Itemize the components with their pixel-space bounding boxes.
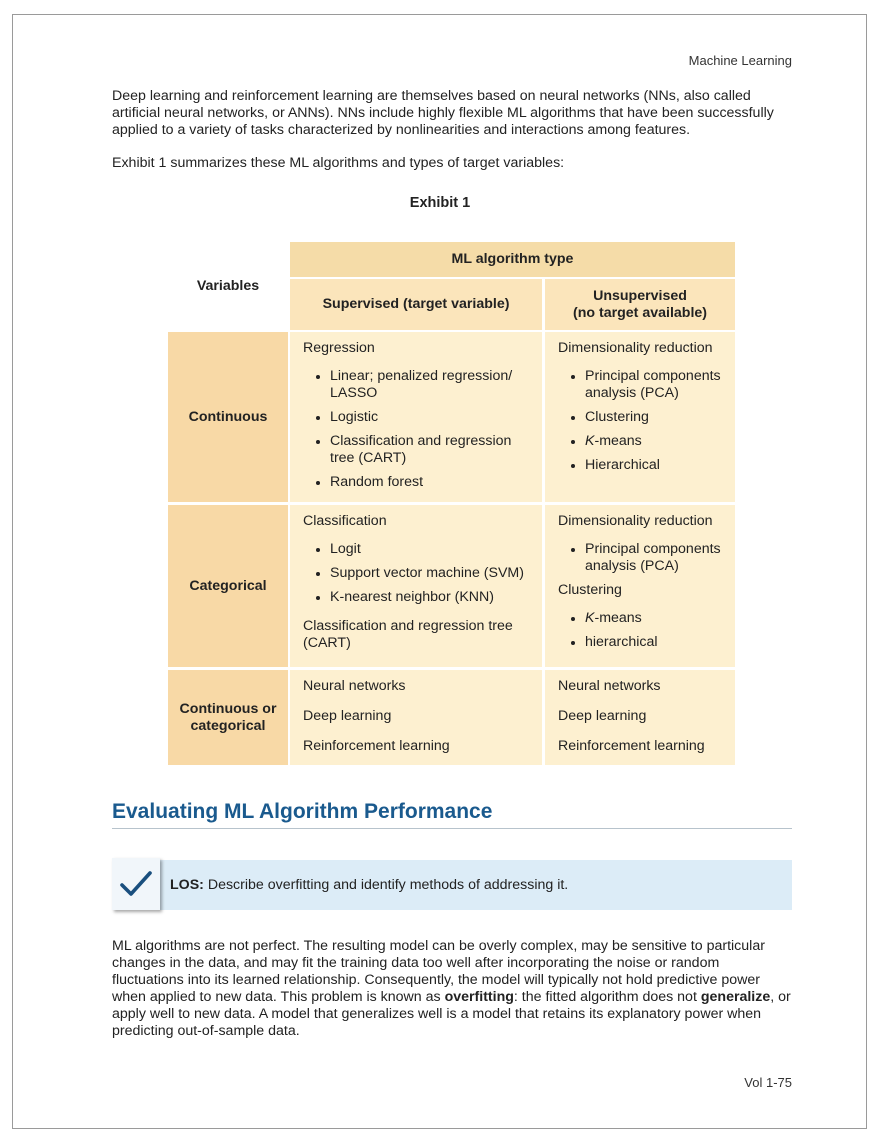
continuous-supervised-cell — [290, 332, 542, 502]
mixed-supervised-cell — [290, 670, 542, 765]
list-item: • Support vector machine (SVM) — [330, 565, 530, 582]
list-item: • Principal components analysis (PCA) — [585, 368, 723, 402]
cell-line: Deep learning — [303, 708, 392, 724]
categorical-supervised-cell — [290, 505, 542, 667]
algorithm-list — [558, 541, 723, 575]
intro-paragraph-1: Deep learning and reinforcement learning are themselves based on neural networks (NNs, also called artificial neural networks, or ANNs). NNs include highly flexible ML algorithms that have been successfully applied to a variety of tasks characterized by nonlinearities and interactions among features. — [112, 88, 774, 138]
term-overfitting: overfitting — [444, 989, 514, 1005]
cell-heading: Regression — [303, 340, 375, 356]
exhibit-title: Exhibit 1 — [409, 195, 471, 211]
cell-line: Neural networks — [558, 678, 661, 694]
list-item: • Random forest — [330, 474, 530, 491]
categorical-unsupervised-cell — [545, 505, 735, 667]
list-item: • Classification and regression tree (CART) — [330, 433, 530, 467]
intro-paragraph-2: Exhibit 1 summarizes these ML algorithms and types of target variables: — [112, 155, 565, 171]
list-item: • Clustering — [585, 409, 723, 426]
page-number: Vol 1-75 — [744, 1075, 792, 1090]
variables-header: Variables — [196, 277, 260, 294]
unsupervised-header: Unsupervised (no target available) — [545, 279, 735, 330]
list-item: • Hierarchical — [585, 457, 723, 474]
checkmark-icon — [112, 858, 160, 910]
list-item: • K-means — [585, 433, 723, 450]
list-item: • Linear; penalized regression/ LASSO — [330, 368, 530, 402]
list-item: • K-means — [585, 610, 723, 627]
list-item: • K-nearest neighbor (KNN) — [330, 589, 530, 606]
section-title: Evaluating ML Algorithm Performance — [112, 800, 493, 823]
list-item: • hierarchical — [585, 634, 723, 651]
section-body-paragraph: ML algorithms are not perfect. The resulting model can be overly complex, may be sensitive to particular changes in the data, and may fit the training data too well after incorporating the noise or random fluctuations into its learned relationship. Consequently, the model will typically not hold predictive power when applied to new data. This problem is known as overfitting: the fitted algorithm does not generalize, or apply well to new data. A model that generalizes well is a model that retains its explanatory power when predicting out-of-sample data. — [112, 938, 791, 1039]
cell-heading: Dimensionality reduction — [558, 340, 713, 356]
algorithm-list — [303, 368, 530, 491]
algorithm-type-header: ML algorithm type — [290, 242, 735, 277]
row-label-categorical: Categorical — [168, 505, 288, 667]
cell-heading: Dimensionality reduction — [558, 513, 713, 529]
list-item: • Principal components analysis (PCA) — [585, 541, 723, 575]
list-item: • Logistic — [330, 409, 530, 426]
cell-line: Deep learning — [558, 708, 647, 724]
mixed-unsupervised-cell — [545, 670, 735, 765]
algorithm-list — [558, 368, 723, 474]
algorithm-list — [558, 610, 723, 651]
los-statement: LOS: Describe overfitting and identify methods of addressing it. — [170, 877, 569, 893]
running-header: Machine Learning — [688, 53, 792, 68]
cell-heading: Clustering — [558, 582, 622, 598]
continuous-unsupervised-cell — [545, 332, 735, 502]
checkmark-icon-svg — [119, 869, 153, 899]
row-label-continuous: Continuous — [168, 332, 288, 502]
cell-line: Neural networks — [303, 678, 406, 694]
cell-line: Reinforcement learning — [303, 738, 450, 754]
row-label-continuous-or-categorical: Continuous or categorical — [168, 670, 288, 765]
supervised-header: Supervised (target variable) — [290, 279, 542, 330]
cell-trailing-text: Classification and regression tree (CART) — [303, 618, 513, 651]
term-generalize: generalize — [700, 989, 771, 1005]
cell-heading: Classification — [303, 513, 387, 529]
cell-line: Reinforcement learning — [558, 738, 705, 754]
section-divider — [112, 828, 792, 829]
list-item: • Logit — [330, 541, 530, 558]
algorithm-list — [303, 541, 530, 606]
